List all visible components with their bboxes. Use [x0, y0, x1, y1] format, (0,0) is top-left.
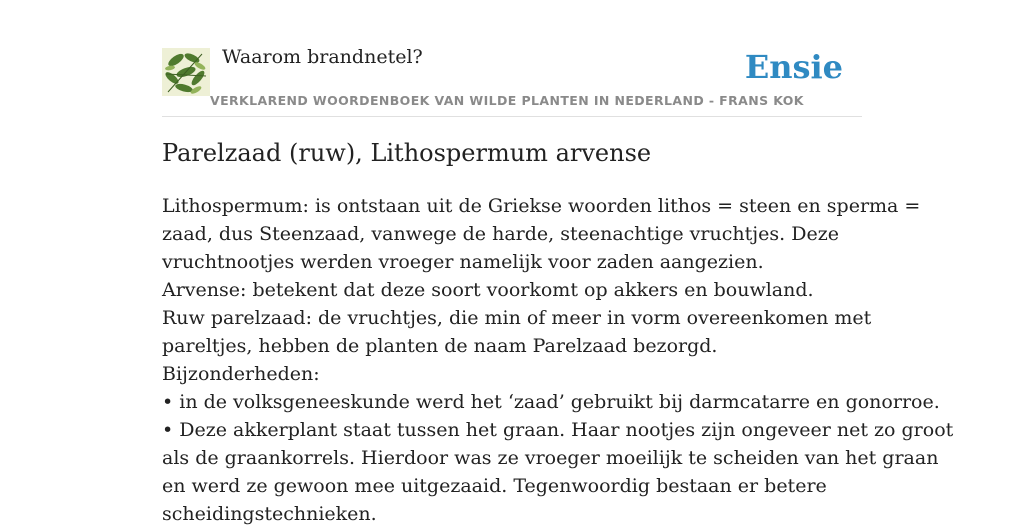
entry-line: pareltjes, hebben de planten de naam Parelzaad bezorgd. [162, 335, 718, 357]
site-title[interactable]: Waarom brandnetel? [222, 46, 423, 68]
entry-line: vruchtnootjes werden vroeger namelijk voor zaden aangezien. [162, 251, 764, 273]
entry-title: Parelzaad (ruw), Lithospermum arvense [162, 139, 652, 167]
entry-line: • Deze akkerplant staat tussen het graan. Haar nootjes zijn ongeveer net zo groot [162, 419, 954, 441]
entry-line: Arvense: betekent dat deze soort voorkomt op akkers en bouwland. [162, 279, 814, 301]
ensie-logo[interactable]: Ensie [744, 48, 843, 86]
entry-line: Lithospermum: is ontstaan uit de Griekse woorden lithos = steen en sperma = [162, 195, 921, 217]
site-subtitle: VERKLAREND WOORDENBOEK VAN WILDE PLANTEN IN NEDERLAND - FRANS KOK [210, 93, 804, 108]
site-header [162, 44, 862, 117]
entry-line: als de graankorrels. Hierdoor was ze vroeger moeilijk te scheiden van het graan [162, 447, 939, 469]
entry-line: Ruw parelzaad: de vruchtjes, die min of meer in vorm overeenkomen met [162, 307, 872, 329]
entry-line: scheidingstechnieken. [162, 503, 377, 525]
entry-line: • in de volksgeneeskunde werd het ‘zaad’ gebruikt bij darmcatarre en gonorroe. [162, 391, 940, 413]
entry-line: Bijzonderheden: [162, 363, 320, 385]
plant-leaves-icon[interactable] [162, 48, 210, 96]
entry-line: zaad, dus Steenzaad, vanwege de harde, steenachtige vruchtjes. Deze [162, 223, 839, 245]
entry-body [162, 192, 954, 528]
entry-line: en werd ze gewoon mee uitgezaaid. Tegenwoordig bestaan er betere [162, 475, 827, 497]
